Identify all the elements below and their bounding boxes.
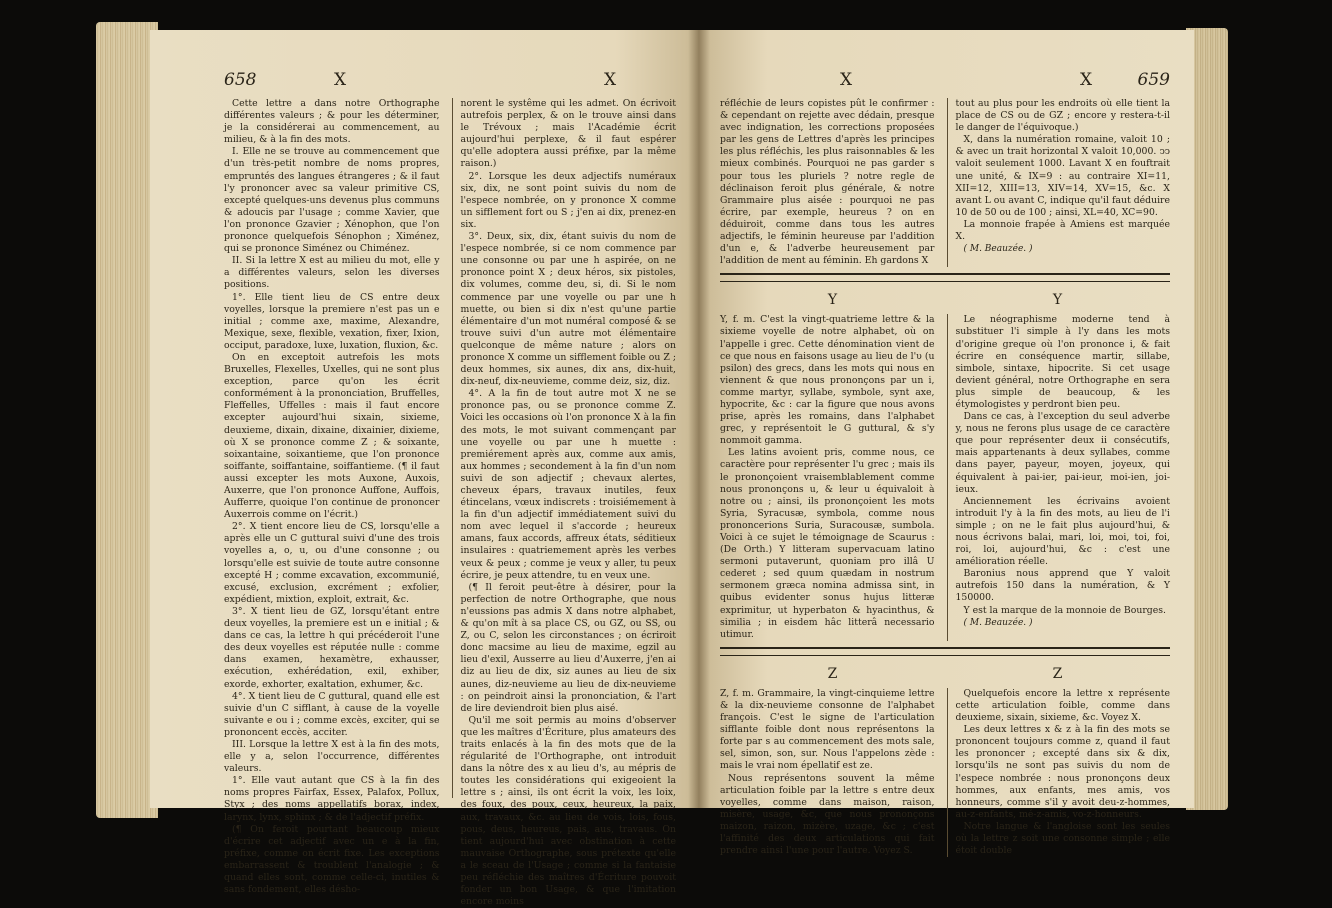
paragraph: I. Elle ne se trouve au commencement que d'un très-petit nombre de noms propres, empruntés des langues étrangeres ; & il faut l'y prononcer avec sa valeur primitive CS, excepté quelques-uns devenus plus communs & adoucis par l'usage ; comme Xavier, que l'on prononce Gzavier ; Xénophon, que l'on prononce quelquefois Sénophon ; Ximénez, qui se prononce Siménez ou Chiménez. [224, 146, 440, 255]
y-section [720, 314, 1170, 641]
paragraph: Y, f. m. C'est la vingt-quatrieme lettre & la sixieme voyelle de notre alphabet, où on l'appelle i grec. Cette dénomination vient de ce que nous en faisons usage au lieu de l'υ (u psilon) des grecs, dans les mots qui nous en viennent & que nous prononçons par un i, comme martyr, syllabe, symbole, synt axe, hypocrite, &c : car la figure que nous avons prise, après les romains, dans l'alphabet grec, y représentoit le G guttural, & s'y nommoit gamma. [720, 314, 935, 447]
paragraph: (¶ Il feroit peut-être à désirer, pour la perfection de notre Orthographe, que nous n'eussions pas admis X dans notre alphabet, & qu'on mît à sa place CS, ou GZ, ou SS, ou Z, ou C, selon les circonstances ; on écriroit donc macsime au lieu de maxime, egzil au lieu d'exil, Ausserre au lieu d'Auxerre, j'en ai diz au lieu de dix, siz aunes au lieu de six aunes, diz-neuvieme au lieu de dix-neuvieme : on peindroit ainsi la prononciation, & l'art de lire deviendroit bien plus aisé. [460, 581, 676, 714]
left-columns [224, 98, 676, 908]
paragraph: Baronius nous apprend que Y valoit autrefois 150 dans la numération, & Y 150000. [955, 568, 1170, 604]
paragraph: La monnoie frapée à Amiens est marquée X. [955, 218, 1170, 243]
right-running-head [720, 70, 1170, 92]
left-column-1 [224, 98, 440, 896]
left-running-head [224, 70, 676, 92]
right-head-letter-2: X [1080, 70, 1093, 90]
z-column-1 [720, 688, 935, 857]
paragraph: Y est la marque de la monnoie de Bourges. [963, 604, 1166, 616]
paragraph: Z, f. m. Grammaire, la vingt-cinquieme lettre & la dix-neuvieme consonne de l'alphabet françois. C'est le signe de l'articulation sifflante foible dont nous représentons la forte par s au commencement des mots sale, sel, simon, son, sur. Nous l'appelons zède : mais le vrai nom épellatif est ze. [720, 687, 935, 772]
author-signature: ( M. Beauzée. ) [963, 617, 1033, 628]
z-section [720, 688, 1170, 857]
section-divider [720, 273, 1170, 282]
author-signature: ( M. Beauzée. ) [963, 244, 1033, 255]
left-head-letter-1: X [334, 70, 347, 90]
paragraph: Cette lettre a dans notre Orthographe différentes valeurs ; & pour les déterminer, je la considérerai au commencement, au milieu, & à la fin des mots. [224, 98, 440, 146]
right-head-letter-1: X [840, 70, 853, 90]
paragraph: Notre langue & l'angloise sont les seules où la lettre z soit une consonne simple ; elle étoit double [955, 820, 1170, 857]
paragraph: 1°. Elle vaut autant que CS à la fin des noms propres Fairfax, Essex, Palafox, Pollux, Styx ; des noms appellatifs borax, index, larynx, lynx, sphinx ; & de l'adjectif préfix. [224, 775, 440, 823]
y-head-letter-1: Y [827, 292, 838, 309]
y-column-1 [720, 314, 935, 641]
paragraph: 2°. Lorsque les deux adjectifs numéraux six, dix, ne sont point suivis du nom de l'espece nombrée, on y prononce X comme un sifflement fort ou S ; j'en ai dix, prenez-en six. [460, 170, 676, 230]
book-gutter [688, 30, 710, 808]
z-heading [720, 666, 1170, 682]
paragraph: 3°. X tient lieu de GZ, lorsqu'étant entre deux voyelles, la premiere est un e initial ; & dans ce cas, la lettre h qui précéderoit l'une des deux voyelles est réputée nulle : comme dans examen, hexamètre, exhausser, exécution, exhérédation, exil, exhiber, exorde, exhorter, exaltation, exhumer, &c. [224, 605, 440, 690]
paragraph: réfléchie de leurs copistes pût le confirmer : & cependant on rejette avec dédain, presque avec indignation, les corrections proposées par les gens de Lettres d'après les principes les plus réfléchis, les plus raisonnables & les mieux combinés. Pourquoi ne pas garder s pour tous les pluriels ? notre regle de déclinaison feroit plus générale, & notre Grammaire plus aisée : pourquoi ne pas écrire, par exemple, heureus ? on en déduiroit, comme dans tous les autres adjectifs, le féminin heureuse par l'addition d'un e, & l'adverbe heureusement par l'addition de ment au féminin. Eh gardons X [720, 98, 935, 267]
paragraph: On en exceptoit autrefois les mots Bruxelles, Flexelles, Uxelles, qui ne sont plus exception, parce qu'on les écrit conformément à la prononciation, Bruffelles, Fleffelles, Uffelles : mais il faut encore excepter aujourd'hui sixain, sixieme, deuxieme, dixain, dixaine, dixainier, dixieme, où X se prononce comme Z ; & soixante, soixantaine, soixantieme, que l'on prononce soiffante, soiffantaine, soiffantieme. (¶ il faut aussi excepter les mots Auxone, Auxois, Auxerre, que l'on prononce Auffone, Auffois, Aufferre, quoique l'on continue de prononcer Auxerrois comme on l'écrit.) [224, 351, 440, 521]
paragraph: 4°. X tient lieu de C guttural, quand elle est suivie d'un C sifflant, à cause de la voyelle suivante e ou i ; comme excès, exciter, qui se prononcent eccès, acciter. [224, 690, 440, 738]
paragraph: Le néographisme moderne tend à substituer l'i simple à l'y dans les mots d'origine greque où l'on prononce i, & fait écrire en conséquence martir, sillabe, simbole, sintaxe, hipocrite. Si cet usage devient général, notre Orthographe en sera plus simple de beaucoup, & les étymologistes y perdront bien peu. [955, 314, 1170, 410]
x-section [720, 98, 1170, 267]
z-column-2 [947, 688, 1171, 857]
left-page-edges [96, 22, 158, 818]
paragraph: III. Lorsque la lettre X est à la fin des mots, elle y a, selon l'occurrence, différentes valeurs. [224, 738, 440, 775]
y-heading [720, 292, 1170, 308]
z-head-letter-2: Z [1052, 665, 1063, 682]
z-head-letter-1: Z [827, 665, 838, 682]
paragraph: 2°. X tient encore lieu de CS, lorsqu'elle a après elle un C guttural suivi d'une des trois voyelles a, o, u, ou d'une consonne ; ou lorsqu'elle est suivie de toute autre consonne excepté H ; comme excavation, excommunié, excusé, exclusion, excrément ; exfolier, expédient, mixtion, exploit, extrait, &c. [224, 521, 440, 605]
paragraph: 3°. Deux, six, dix, étant suivis du nom de l'espece nombrée, si ce nom commence par une consonne ou par une h aspirée, on ne prononce point X ; deux héros, six pistoles, dix volumes, comme deu, si, di. Si le nom commence par une voyelle ou par une h muette, ou bien si dix n'est qu'une partie élémentaire d'un mot numéral composé & se trouve suivi d'un autre mot élémentaire quelconque de même nature ; alors on prononce X comme un sifflement foible ou Z ; deux hommes, six aunes, dix ans, dix-huit, dix-neuf, dix-neuvieme, comme deiz, siz, diz. [460, 231, 676, 388]
y-head-letter-2: Y [1052, 292, 1063, 309]
left-page [150, 30, 698, 908]
x-column-1 [720, 98, 935, 267]
x-column-2 [947, 98, 1171, 267]
right-page-number: 659 [1137, 70, 1170, 90]
paragraph: norent le systême qui les admet. On écrivoit autrefois perplex, & on le trouve ainsi dans le Trévoux ; mais l'Académie écrit aujourd'hui perplexe, & il faut espérer qu'elle adoptera aussi préfixe, par la même raison.) [460, 98, 676, 170]
paragraph: Dans ce cas, à l'exception du seul adverbe y, nous ne ferons plus usage de ce caractère que pour représenter deux ii consécutifs, mais appartenants à deux syllabes, comme dans payer, payeur, moyen, joyeux, qui équivalent à pai-ier, pai-ieur, moi-ien, joi-ieux. [955, 411, 1170, 495]
paragraph: Les latins avoient pris, comme nous, ce caractère pour représenter l'u grec ; mais ils le prononçoient vraisemblablement comme nous prononçons u, & leur u équivaloit à notre ou ; ainsi, ils prononçoient les mots Syria, Syracusæ, symbola, comme nous prononcerions Suria, Suracousæ, sumbola. Voici à ce sujet le témoignage de Scaurus : (De Orth.) Y litteram supervacuam latino sermoni putaverunt, quoniam pro illâ U cederet ; sed quum quædam in nostrum sermonem græca nomina admissa sint, in quibus evidenter sonus hujus litteræ exprimitur, ut hyperbaton & hyacinthus, & similia ; in eisdem hâc litterâ necessario utimur. [720, 447, 935, 640]
paragraph: Les deux lettres x & z à la fin des mots se prononcent toujours comme z, quand il faut les prononcer ; excepté dans six & dix, lorsqu'ils ne sont pas suivis du nom de l'espece nombrée : nous prononçons deux hommes, aux enfants, mes amis, vos honneurs, comme s'il y avoit deu-z-hommes, au-z-enfants, mé-z-amis, vo-z-honneurs. [955, 724, 1170, 820]
paragraph: Qu'il me soit permis au moins d'observer que les maîtres d'Écriture, plus amateurs des traits enlacés à la fin des mots que de la régularité de l'Orthographe, ont introduit dans la nôtre des x au lieu d's, au mépris de toutes les considérations qui exigeoient la lettre s ; ainsi, ils ont écrit la voix, les loix, des foux, des poux, ceux, heureux, la paix, aux, travaux, &c. au lieu de vois, lois, fous, pous, deus, heureus, pais, aus, travaus. On tient aujourd'hui avec obstination à cette mauvaise Orthographe, sous prétexte qu'elle a le sceau de l'Usage ; comme si la fantaisie peu réfléchie des maîtres d'Écriture pouvoit fonder un bon Usage, & que l'imitation encore moins [460, 714, 676, 908]
paragraph: X, dans la numération romaine, valoit 10 ; & avec un trait horizontal X valoit 10,000. ↄↄ valoit seulement 1000. Lavant X en fouftrait une unité, & IX=9 : au contraire XI=11, XII=12, XIII=13, XIV=14, XV=15, &c. X avant L ou avant C, indique qu'il faut déduire 10 de 50 ou de 100 ; ainsi, XL=40, XC=90. [955, 134, 1170, 218]
right-page [698, 30, 1194, 857]
paragraph: (¶ On feroit pourtant beaucoup mieux d'écrire cet adjectif avec un e à la fin, préfixe, comme on écrit fixe. Les exceptions embarrassent & troublent l'analogie ; & quand elles sont, comme celle-ci, inutiles & sans fondement, elles désho- [224, 823, 440, 896]
paragraph: tout au plus pour les endroits où elle tient la place de CS ou de GZ ; encore y restera-t-il le danger de l'équivoque.) [955, 98, 1170, 134]
paragraph: Quelquefois encore la lettre x représente cette articulation foible, comme dans deuxieme, sixain, sixieme, &c. Voyez X. [955, 687, 1170, 724]
section-divider [720, 647, 1170, 656]
y-column-2 [947, 314, 1171, 641]
paragraph: II. Si la lettre X est au milieu du mot, elle y a différentes valeurs, selon les diverses positions. [224, 255, 440, 291]
paragraph: Anciennement les écrivains avoient introduit l'y à la fin des mots, au lieu de l'i simple ; on ne le fait plus aujourd'hui, & nous écrivons balai, mari, loi, moi, toi, foi, roi, loi, aujourd'hui, &c : c'est une amélioration réelle. [955, 495, 1170, 568]
paragraph: 1°. Elle tient lieu de CS entre deux voyelles, lorsque la premiere n'est pas un e initial ; comme axe, maxime, Alexandre, Mexique, sexe, flexible, vexation, fixer, Ixion, occiput, paradoxe, luxe, luxation, fluxion, &c. [224, 291, 440, 351]
paragraph: Nous représentons souvent la même articulation foible par la lettre s entre deux voyelles, comme dans maison, raison, misère, usage, &c, que nous prononçons maizon, raizon, mizère, uzage, &c ; c'est l'affinité des deux articulations qui fait prendre ainsi l'une pour l'autre. Voyez S. [720, 772, 935, 857]
left-column-2 [452, 98, 677, 908]
left-head-letter-2: X [604, 70, 617, 90]
left-page-number: 658 [224, 70, 257, 90]
paragraph: 4°. A la fin de tout autre mot X ne se prononce pas, ou se prononce comme Z. Voici les occasions où l'on prononce X à la fin des mots, le mot suivant commençant par une voyelle ou par une h muette : premiérement après aux, comme aux amis, aux hommes ; secondement à la fin d'un nom suivi de son adjectif ; chevaux alertes, cheveux épars, travaux inutiles, feux étincelans, vœux indiscrets : troisiémement à la fin d'un adjectif immédiatement suivi du nom avec lequel il s'accorde ; heureux amans, faux accords, affreux états, séditieux insulaires : quatriemement après les verbes veux & peux ; comme je veux y aller, tu peux écrire, je peux attendre, tu en veux une. [460, 388, 676, 581]
